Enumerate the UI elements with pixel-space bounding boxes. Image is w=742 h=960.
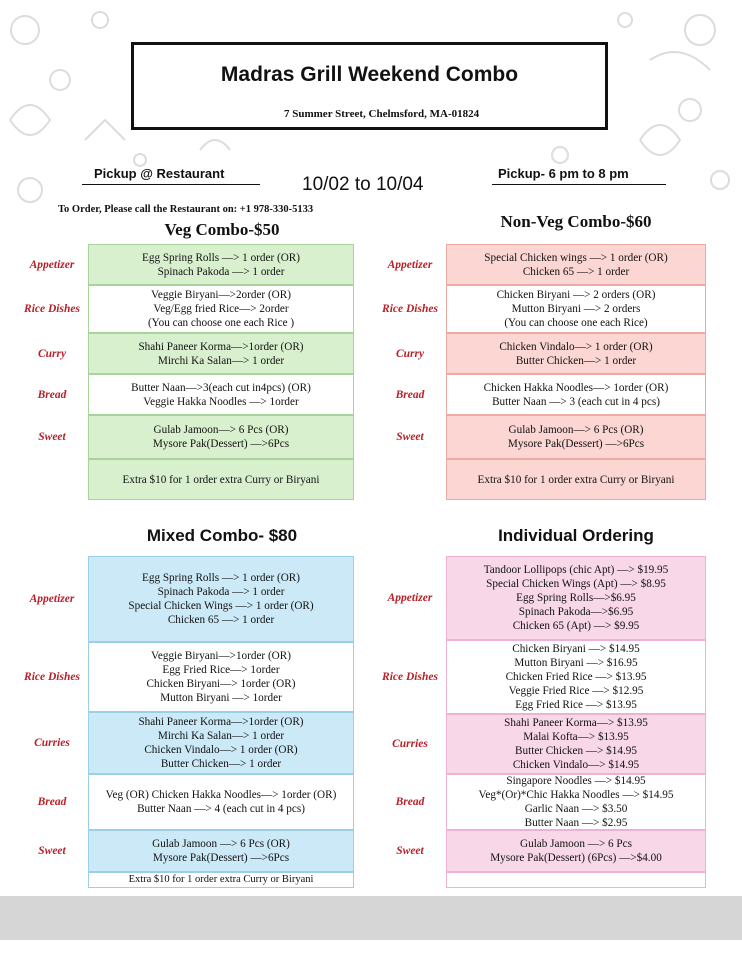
nonveg-combo-title: Non-Veg Combo-$60 [500, 212, 652, 231]
nonveg-row-bread [380, 374, 706, 415]
menu-line: Gulab Jamoon —> 6 Pcs (OR) [152, 838, 290, 850]
category-label: Appetizer [387, 592, 433, 604]
menu-cell [446, 244, 706, 285]
menu-cell [88, 244, 354, 285]
menu-cell [88, 415, 354, 459]
header-box [131, 42, 608, 130]
individual-ordering-table [380, 556, 706, 888]
menu-line: Extra $10 for 1 order extra Curry or Biryani [477, 473, 675, 486]
underline-left [82, 184, 260, 185]
menu-line: Egg Spring Rolls—>$6.95 [516, 592, 636, 604]
bottom-gray-bar [0, 896, 742, 940]
menu-line: Spinach Pakoda —> 1 order [157, 586, 285, 598]
menu-line: (You can choose one each Rice ) [147, 317, 295, 329]
menu-cell [88, 374, 354, 415]
restaurant-title: Madras Grill Weekend Combo [220, 63, 519, 86]
menu-line: Veg (OR) Chicken Hakka Noodles—> 1order (OR) [105, 789, 337, 801]
empty-cell [446, 872, 706, 888]
individual-row-appetizer [380, 556, 706, 640]
extra-note-cell [88, 872, 354, 888]
individual-row-sweet [380, 830, 706, 872]
category-label: Curry [395, 347, 425, 360]
veg-row-rice [22, 285, 354, 333]
menu-cell [446, 714, 706, 774]
menu-line: Egg Spring Rolls —> 1 order (OR) [142, 251, 300, 264]
menu-line: Butter Chicken —> $14.95 [515, 745, 637, 757]
menu-cell [88, 333, 354, 374]
menu-line: Extra $10 for 1 order extra Curry or Biryani [128, 874, 314, 885]
menu-line: Mutton Biryani —> 2 orders [511, 303, 641, 315]
menu-line: Extra $10 for 1 order extra Curry or Biryani [122, 473, 320, 486]
menu-line: Mysore Pak(Dessert) (6Pcs) —>$4.00 [490, 852, 662, 864]
category-label: Bread [37, 388, 67, 401]
mixed-row-rice [22, 642, 354, 712]
individual-row-bread [380, 774, 706, 830]
menu-line: (You can choose one each Rice) [504, 317, 648, 329]
category-label: Sweet [396, 431, 424, 443]
menu-line: Shahi Paneer Korma—>1order (OR) [138, 716, 304, 728]
menu-line: Special Chicken Wings —> 1 order (OR) [128, 600, 314, 612]
menu-cell [446, 640, 706, 714]
menu-line: Veggie Biryani—>1order (OR) [151, 650, 291, 662]
menu-line: Gulab Jamoon —> 6 Pcs [520, 838, 632, 850]
mixed-row-extra [22, 872, 354, 888]
menu-line: Chicken Biryani —> 2 orders (OR) [496, 289, 656, 301]
menu-line: Egg Fried Rice—> 1order [162, 664, 280, 676]
menu-line: Garlic Naan —> $3.50 [524, 803, 628, 815]
category-label: Appetizer [29, 593, 75, 605]
nonveg-row-extra [380, 459, 706, 500]
category-label: Rice Dishes [382, 303, 438, 315]
pickup-location: Pickup @ Restaurant [94, 166, 225, 181]
nonveg-row-curry [380, 333, 706, 374]
menu-line: Veg*(Or)*Chic Hakka Noodles —> $14.95 [478, 789, 674, 801]
individual-row-rice [380, 640, 706, 714]
category-label: Bread [395, 388, 425, 401]
menu-line: Butter Naan—>3(each cut in4pcs) (OR) [131, 381, 311, 394]
menu-line: Egg Spring Rolls —> 1 order (OR) [142, 572, 300, 584]
menu-line: Shahi Paneer Korma—>1order (OR) [138, 340, 304, 353]
menu-line: Mysore Pak(Dessert) —>6Pcs [152, 852, 290, 864]
menu-line: Spinach Pakoda —> 1 order [157, 265, 285, 278]
menu-cell [446, 415, 706, 459]
menu-line: Mysore Pak(Dessert) —>6Pcs [507, 438, 645, 450]
veg-row-bread [22, 374, 354, 415]
extra-note-cell [446, 459, 706, 500]
menu-line: Veggie Hakka Noodles —> 1order [143, 395, 299, 408]
menu-line: Veggie Biryani—>2order (OR) [151, 289, 291, 301]
menu-line: Chicken Vindalo—> 1 order (OR) [144, 744, 298, 756]
menu-line: Shahi Paneer Korma—> $13.95 [504, 717, 648, 729]
menu-line: Mirchi Ka Salan—> 1 order [157, 730, 285, 742]
nonveg-row-sweet [380, 415, 706, 459]
menu-line: Chicken Fried Rice —> $13.95 [505, 671, 647, 683]
nonveg-row-appetizer [380, 244, 706, 285]
category-label: Curries [392, 738, 428, 750]
nonveg-row-rice [380, 285, 706, 333]
nonveg-combo-table [380, 244, 706, 500]
restaurant-address: 7 Summer Street, Chelmsford, MA-01824 [284, 108, 480, 120]
mixed-row-curries [22, 712, 354, 774]
category-label: Sweet [38, 431, 66, 443]
category-label: Appetizer [387, 258, 433, 271]
menu-line: Butter Chicken—> 1 order [160, 758, 282, 770]
individual-ordering-title: Individual Ordering [498, 526, 654, 545]
menu-line: Butter Chicken—> 1 order [515, 354, 637, 367]
menu-line: Chicken 65 —> 1 order [522, 265, 630, 278]
menu-line: Gulab Jamoon—> 6 Pcs (OR) [508, 424, 644, 436]
date-range: 10/02 to 10/04 [302, 174, 424, 195]
menu-line: Singapore Noodles —> $14.95 [506, 775, 646, 787]
veg-combo-title: Veg Combo-$50 [164, 220, 280, 239]
menu-line: Veggie Fried Rice —> $12.95 [508, 685, 644, 697]
menu-line: Gulab Jamoon—> 6 Pcs (OR) [153, 424, 289, 436]
menu-line: Chicken 65 —> 1 order [167, 614, 275, 626]
menu-line: Spinach Pakoda—>$6.95 [518, 606, 634, 618]
menu-cell [88, 642, 354, 712]
veg-row-appetizer [22, 244, 354, 285]
menu-cell [88, 556, 354, 642]
mixed-row-sweet [22, 830, 354, 872]
category-label: Sweet [38, 845, 66, 857]
menu-line: Mutton Biryani —> 1order [160, 692, 282, 704]
individual-row-extra [380, 872, 706, 888]
menu-line: Chicken Hakka Noodles—> 1order (OR) [483, 381, 669, 394]
menu-line: Egg Fried Rice —> $13.95 [515, 699, 637, 711]
category-label: Rice Dishes [382, 671, 438, 683]
menu-cell [446, 374, 706, 415]
mixed-row-appetizer [22, 556, 354, 642]
underline-right [492, 184, 666, 185]
category-label: Bread [37, 796, 67, 808]
menu-cell [88, 285, 354, 333]
menu-line: Mirchi Ka Salan—> 1 order [157, 354, 285, 367]
category-label: Curries [34, 737, 70, 749]
menu-line: Veg/Egg fried Rice—> 2order [153, 303, 289, 315]
category-label: Sweet [396, 845, 424, 857]
mixed-combo-title: Mixed Combo- $80 [146, 526, 298, 545]
menu-line: Special Chicken wings —> 1 order (OR) [484, 251, 668, 264]
category-label: Appetizer [29, 258, 75, 271]
menu-cell [446, 830, 706, 872]
order-phone-note: To Order, Please call the Restaurant on: +1 978-330-5133 [58, 204, 314, 215]
menu-line: Chicken Biryani —> $14.95 [512, 643, 640, 655]
mixed-combo-table [22, 556, 354, 888]
pickup-time: Pickup- 6 pm to 8 pm [498, 166, 629, 181]
mixed-row-bread [22, 774, 354, 830]
menu-cell [446, 285, 706, 333]
menu-cell [446, 774, 706, 830]
individual-row-curries [380, 714, 706, 774]
menu-cell [446, 333, 706, 374]
menu-line: Chicken Vindalo—> 1 order (OR) [499, 340, 653, 353]
veg-row-curry [22, 333, 354, 374]
extra-note-cell [88, 459, 354, 500]
menu-line: Chicken Vindalo—> $14.95 [512, 759, 640, 771]
veg-row-extra [22, 459, 354, 500]
menu-cell [88, 830, 354, 872]
menu-line: Malai Kofta—> $13.95 [523, 731, 629, 743]
menu-line: Mutton Biryani —> $16.95 [514, 657, 638, 669]
category-label: Rice Dishes [24, 671, 80, 683]
category-label: Curry [37, 347, 67, 360]
category-label: Rice Dishes [24, 303, 80, 315]
menu-line: Tandoor Lollipops (chic Apt) —> $19.95 [483, 564, 669, 576]
menu-line: Mysore Pak(Dessert) —>6Pcs [152, 438, 290, 450]
menu-line: Butter Naan —> 4 (each cut in 4 pcs) [137, 803, 305, 815]
menu-line: Butter Naan —> $2.95 [524, 817, 628, 829]
category-label: Bread [395, 796, 425, 808]
menu-line: Butter Naan —> 3 (each cut in 4 pcs) [492, 395, 660, 408]
menu-cell [88, 774, 354, 830]
menu-line: Chicken 65 (Apt) —> $9.95 [512, 620, 640, 632]
veg-combo-table [22, 244, 354, 500]
menu-cell [88, 712, 354, 774]
menu-line: Special Chicken Wings (Apt) —> $8.95 [486, 578, 666, 590]
menu-cell [446, 556, 706, 640]
veg-row-sweet [22, 415, 354, 459]
menu-line: Chicken Biryani—> 1order (OR) [146, 678, 296, 690]
